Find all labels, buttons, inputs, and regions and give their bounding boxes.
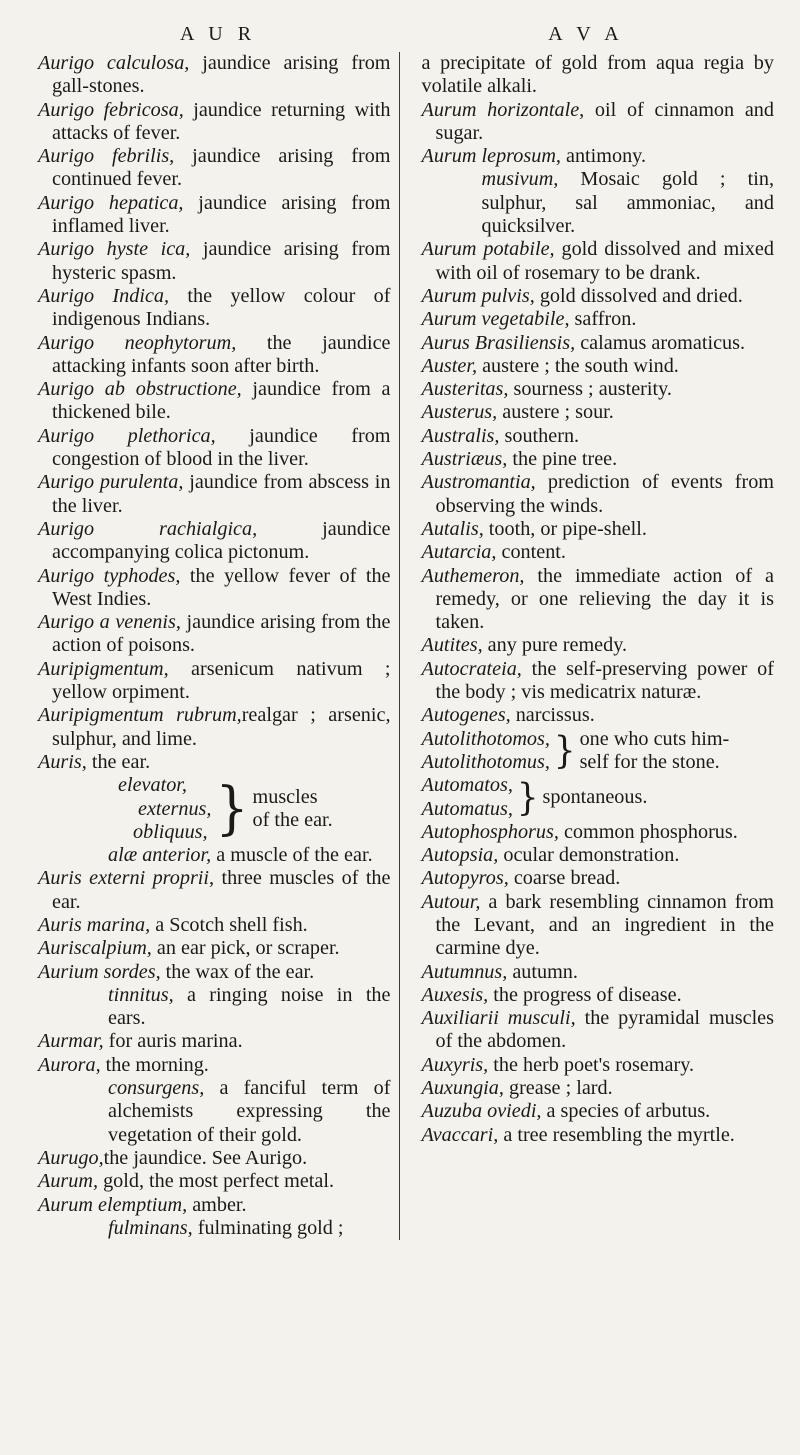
entry-definition: jaundice accompanying colica pictonum.: [52, 517, 391, 564]
entry-term: Autocrateia,: [421, 657, 522, 680]
entry-term: Auripigmentum,: [38, 657, 169, 680]
dictionary-entry: [422, 1077, 775, 1100]
entry-term: Aurigo ab obstructione,: [38, 378, 242, 401]
entry-definition: the progress of disease.: [488, 983, 682, 1006]
entry-term: Aurum,: [38, 1170, 99, 1193]
entry-term: Autalis,: [421, 517, 484, 540]
dictionary-entry: [422, 1100, 775, 1123]
entry-term: Aurigo typhodes,: [38, 564, 181, 587]
entry-definition: coarse bread.: [508, 867, 621, 890]
entry-definition: saffron.: [569, 308, 637, 331]
entry-term: Auxesis,: [421, 983, 489, 1006]
entry-term: Aurigo Indica,: [38, 284, 170, 307]
dictionary-entry: [422, 332, 775, 355]
dictionary-entry: [38, 192, 391, 239]
entry-definition: the ear.: [86, 750, 151, 773]
dictionary-entry: [38, 471, 391, 518]
entry-term: Austromantia,: [421, 471, 536, 494]
dictionary-entry: [38, 914, 391, 937]
entry-term: Auris,: [38, 750, 87, 773]
entry-definition: a bark resembling cinnamon from the Levant, and an ingredient in the carmine dye.: [435, 890, 774, 960]
entry-definition: the immediate action of a remedy, or one relieving the day it is taken.: [435, 564, 774, 634]
entry-term: Aurum pulvis,: [421, 284, 535, 307]
entry-definition: a Scotch shell fish.: [150, 913, 308, 936]
right-column: [422, 52, 775, 1240]
entry-definition: content.: [496, 541, 566, 564]
dictionary-entry: [422, 565, 775, 635]
brace-glyph: }: [215, 776, 249, 843]
entry-term: Austerus,: [421, 401, 498, 424]
entry-term: Auripigmentum rubrum,: [38, 704, 242, 727]
entry-term: Auriscalpium,: [38, 937, 152, 960]
entry-definition: an ear pick, or scraper.: [151, 937, 340, 960]
sub-entry: consurgens, a fanciful term of alchemists expressing the vegetation of their gold.: [108, 1077, 391, 1146]
dictionary-entry: [38, 378, 391, 425]
entry-definition: the pine tree.: [507, 448, 618, 471]
entry-definition: jaundice arising from gall-stones.: [52, 52, 391, 98]
dictionary-entry: [38, 1170, 391, 1193]
dictionary-entry: [38, 238, 391, 285]
entry-definition: jaundice from abscess in the liver.: [52, 471, 391, 517]
right-running-head: A V A: [548, 23, 624, 45]
entry-term: Auxyris,: [421, 1053, 489, 1076]
entry-term: Aurigo purulenta,: [38, 471, 184, 494]
entry-definition: realgar ; arsenic, sulphur, and lime.: [52, 704, 391, 750]
automatos-group: [422, 774, 775, 821]
dictionary-entry: [38, 1147, 391, 1170]
dictionary-entry: [422, 145, 775, 168]
entry-definition: narcissus.: [510, 704, 595, 727]
dictionary-entry: [38, 1194, 391, 1217]
entry-definition: the jaundice. See Aurigo.: [103, 1146, 308, 1169]
sub-entry: tinnitus, a ringing noise in the ears.: [108, 983, 391, 1030]
group-gloss: self for the stone.: [579, 750, 720, 773]
dictionary-entry: [422, 704, 775, 727]
entry-term: Auzuba oviedi,: [421, 1100, 542, 1123]
dictionary-entry: [38, 285, 391, 332]
dictionary-entry: [422, 1124, 775, 1147]
ear-muscles-group: [38, 774, 391, 844]
group-term: Automatus,: [421, 797, 513, 820]
entry-term: Autour,: [421, 890, 481, 913]
entry-definition: antimony.: [560, 145, 646, 168]
dictionary-entry: [422, 285, 775, 308]
dictionary-entry: [38, 425, 391, 472]
entry-definition: tooth, or pipe-shell.: [483, 517, 647, 540]
entry-definition: jaundice arising from continued fever.: [52, 145, 391, 191]
dictionary-entry: [422, 844, 775, 867]
entry-definition: arsenicum nativum ; yellow orpiment.: [52, 657, 391, 704]
entry-definition: sourness ; austerity.: [508, 378, 672, 401]
dictionary-entry: [422, 821, 775, 844]
dictionary-entry: [422, 448, 775, 471]
entry-definition: three muscles of the ear.: [52, 867, 391, 913]
sub-entry: alæ anterior, a muscle of the ear.: [108, 844, 373, 867]
entry-definition: ocular demonstration.: [498, 844, 680, 867]
entry-term: Authemeron,: [421, 564, 525, 587]
entry-term: Autophosphorus,: [421, 820, 559, 843]
entry-term: Aurigo hyste ica,: [38, 238, 191, 261]
entry-definition: jaundice from congestion of blood in the liver.: [52, 424, 391, 471]
entry-term: Australis,: [421, 424, 500, 447]
dictionary-entry: [38, 565, 391, 612]
entry-definition: jaundice arising from hysteric spasm.: [52, 238, 391, 284]
entry-definition: any pure remedy.: [482, 634, 628, 657]
autolithotomos-group: [422, 728, 775, 775]
entry-definition: jaundice returning with attacks of fever.: [52, 98, 391, 144]
dictionary-entry: [422, 99, 775, 146]
entry-term: Autumnus,: [421, 960, 508, 983]
dictionary-entry: [422, 401, 775, 424]
dictionary-entry: [422, 867, 775, 890]
entry-term: Aurum potabile,: [421, 238, 555, 261]
entry-definition: jaundice arising from inflamed liver.: [52, 191, 391, 238]
entry-term: Aurigo plethorica,: [38, 424, 216, 447]
dictionary-entry: [38, 52, 391, 99]
dictionary-entry: [422, 541, 775, 564]
dictionary-entry: [422, 355, 775, 378]
dictionary-entry: [422, 961, 775, 984]
dictionary-entry: [422, 891, 775, 961]
entry-definition: autumn.: [507, 960, 578, 983]
entry-definition: the jaundice attacking infants soon after birth.: [52, 331, 391, 377]
dictionary-entry: [38, 751, 391, 774]
entry-term: Austeritas,: [421, 378, 509, 401]
entry-term: Aurium sordes,: [38, 960, 161, 983]
sub-entry: musivum, Mosaic gold ; tin, sulphur, sal ammoniac, and quicksilver.: [481, 168, 774, 238]
dictionary-entry: [422, 238, 775, 285]
entry-definition: prediction of events from observing the winds.: [435, 471, 774, 517]
entry-definition: gold, the most perfect metal.: [98, 1170, 335, 1193]
dictionary-entry: [422, 984, 775, 1007]
dictionary-entry: [38, 1054, 391, 1077]
entry-term: Autogenes,: [421, 704, 511, 727]
group-term: elevator,: [118, 774, 187, 797]
entry-term: Austriæus,: [421, 448, 508, 471]
entry-definition: jaundice from a thickened bile.: [52, 378, 391, 424]
dictionary-entry: [38, 611, 391, 658]
entry-definition: austere ; sour.: [497, 401, 614, 424]
entry-term: Aurigo calculosa,: [38, 52, 190, 74]
group-term: Autolithotomos,: [421, 727, 550, 750]
brace-glyph: }: [553, 728, 576, 773]
entry-term: Autopsia,: [421, 844, 499, 867]
entry-term: Aurigo hepatica,: [38, 191, 184, 214]
dictionary-entry: [422, 1054, 775, 1077]
dictionary-entry: [38, 99, 391, 146]
dictionary-entry: [38, 658, 391, 705]
dictionary-entry: [38, 1030, 391, 1053]
dictionary-entry: [422, 1007, 775, 1054]
dictionary-entry: [38, 867, 391, 914]
dictionary-entry: [38, 145, 391, 192]
entry-term: Auris marina,: [38, 913, 151, 936]
dictionary-entry: [422, 378, 775, 401]
entry-term: Aurigo febricosa,: [38, 98, 184, 121]
left-running-head: A U R: [179, 23, 257, 45]
group-term: Automatos,: [421, 774, 513, 797]
dictionary-entry: [422, 518, 775, 541]
dictionary-entry: [38, 961, 391, 984]
dictionary-entry: [422, 308, 775, 331]
entry-term: Aurum leprosum,: [421, 145, 561, 168]
entry-term: Aurugo,: [38, 1146, 104, 1169]
entry-term: Aurora,: [38, 1053, 101, 1076]
entry-term: Aurigo rachialgica,: [38, 517, 258, 540]
group-term: Autolithotomus,: [421, 750, 550, 773]
dictionary-entry: [422, 658, 775, 705]
entry-term: Aurigo febrilis,: [38, 145, 175, 168]
entry-definition: the yellow fever of the West Indies.: [52, 564, 391, 610]
brace-glyph: }: [516, 775, 539, 820]
entry-definition: the self-preserving power of the body ; vis medicatrix naturæ.: [435, 657, 774, 704]
entry-definition: gold dissolved and dried.: [534, 284, 743, 307]
group-gloss: spontaneous.: [542, 785, 648, 808]
entry-definition: the yellow colour of indigenous Indians.: [52, 284, 391, 331]
entry-term: Auster,: [421, 354, 478, 377]
entry-definition: the wax of the ear.: [160, 960, 315, 983]
entry-definition: oil of cinnamon and sugar.: [435, 98, 774, 144]
entry-definition: the herb poet's rosemary.: [488, 1053, 695, 1076]
dictionary-entry: [38, 518, 391, 565]
entry-term: Aurus Brasiliensis,: [421, 331, 576, 354]
entry-term: Autites,: [421, 634, 483, 657]
dictionary-entry: [422, 634, 775, 657]
group-term: externus,: [138, 797, 212, 820]
entry-definition: the pyramidal muscles of the abdomen.: [435, 1007, 774, 1053]
entry-term: Aurum elemptium,: [38, 1193, 188, 1216]
group-gloss: muscles: [252, 785, 318, 808]
dictionary-entry: [422, 425, 775, 448]
dictionary-entry: [38, 332, 391, 379]
entry-definition: southern.: [499, 424, 580, 447]
left-column: [38, 52, 400, 1240]
entry-term: Auris externi proprii,: [38, 867, 215, 890]
running-headers: [38, 0, 774, 52]
entry-term: Aurum vegetabile,: [421, 308, 570, 331]
entry-term: Auxungia,: [421, 1077, 504, 1100]
group-gloss: of the ear.: [252, 809, 333, 832]
entry-definition: a tree resembling the myrtle.: [498, 1123, 735, 1146]
continuation-text: a precipitate of gold from aqua regia by volatile alkali.: [421, 52, 774, 98]
entry-definition: calamus aromaticus.: [575, 331, 746, 354]
entry-definition: the morning.: [100, 1053, 209, 1076]
entry-term: Autarcia,: [421, 541, 497, 564]
group-term: obliquus,: [133, 820, 208, 843]
entry-term: Aurmar,: [38, 1030, 104, 1053]
entry-definition: for auris marina.: [103, 1030, 243, 1053]
entry-definition: common phosphorus.: [558, 820, 738, 843]
entry-definition: a species of arbutus.: [541, 1100, 711, 1123]
entry-term: Autopyros,: [421, 867, 509, 890]
entry-term: Aurigo a venenis,: [38, 611, 181, 634]
entry-definition: jaundice arising from the action of poisons.: [52, 611, 391, 657]
entry-definition: gold dissolved and mixed with oil of rosemary to be drank.: [435, 238, 774, 284]
dictionary-entry: [38, 704, 391, 751]
entry-definition: amber.: [187, 1193, 247, 1216]
dictionary-entry: [38, 937, 391, 960]
entry-term: Auxiliarii musculi,: [421, 1007, 576, 1030]
dictionary-entry: [422, 471, 775, 518]
group-gloss: one who cuts him-: [579, 727, 730, 750]
entry-definition: grease ; lard.: [503, 1077, 613, 1100]
sub-entry: fulminans, fulminating gold ;: [108, 1216, 344, 1239]
entry-definition: austere ; the south wind.: [477, 354, 679, 377]
entry-term: Aurum horizontale,: [421, 98, 585, 121]
entry-term: Aurigo neophytorum,: [38, 331, 237, 354]
entry-term: Avaccari,: [421, 1123, 499, 1146]
